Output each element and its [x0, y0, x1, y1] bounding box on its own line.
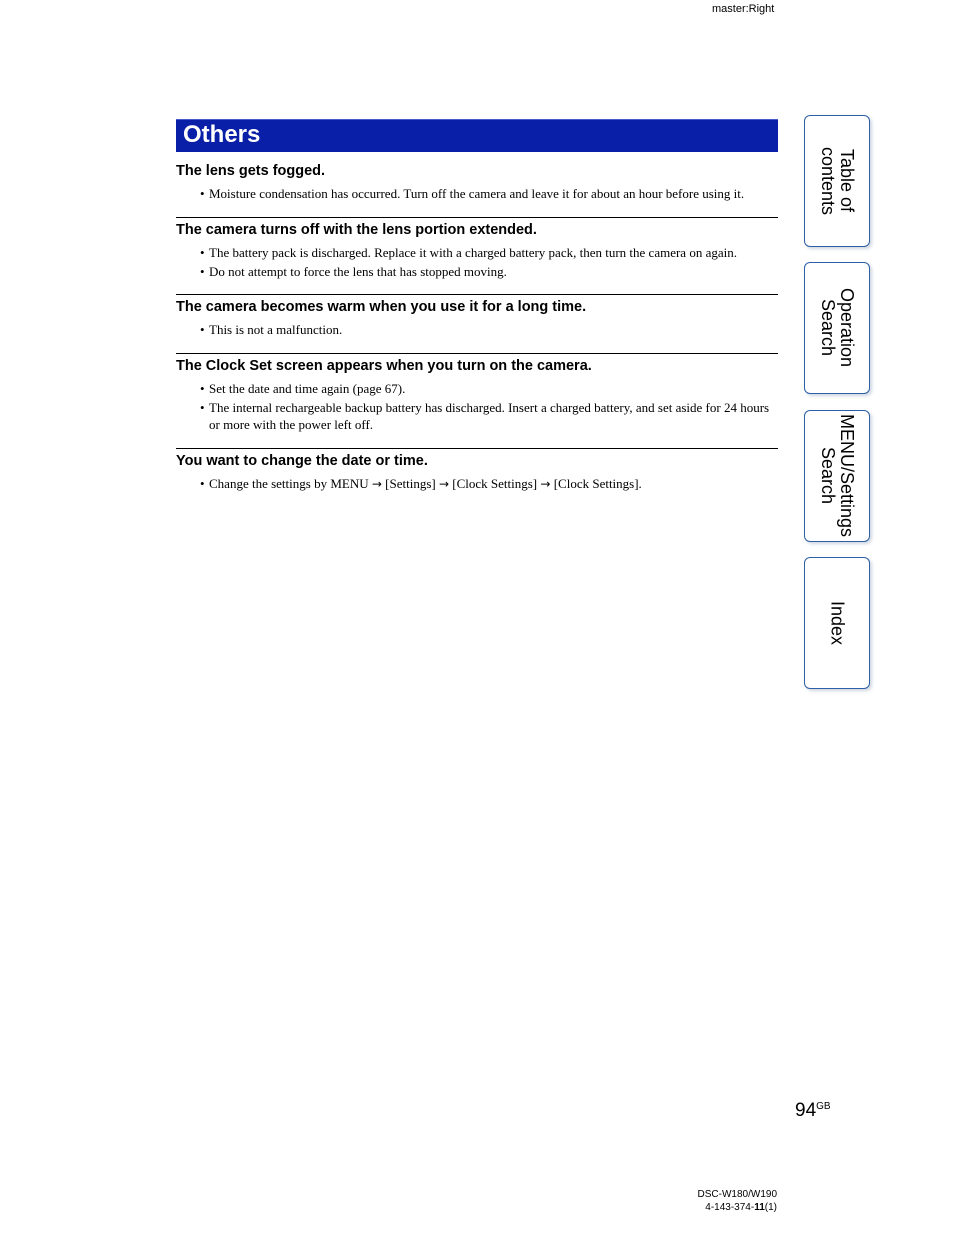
- bullet-item: • The battery pack is discharged. Replace it with a charged battery pack, then turn the camera on again.: [200, 244, 737, 260]
- bullet-list: [176, 380, 778, 434]
- bullet-item: • The internal rechargeable backup battery has discharged. Insert a charged battery, and set aside for 24 hours or more with the power left off.: [200, 399, 770, 432]
- bullet-item: • Set the date and time again (page 67).: [200, 380, 406, 396]
- footer: [676, 1188, 777, 1214]
- item-heading: The camera turns off with the lens portion extended.: [176, 221, 537, 238]
- tab-menu-settings-search[interactable]: [804, 410, 870, 542]
- footer-code: 4-143-374-11(1): [705, 1202, 777, 1213]
- bullet-icon: •: [200, 380, 205, 396]
- tab-table-of-contents[interactable]: [804, 115, 870, 247]
- tab-label: Table of contents: [818, 146, 857, 216]
- item-camera-warm: [176, 294, 778, 339]
- bullet-list: [176, 475, 778, 494]
- item-heading: You want to change the date or time.: [176, 452, 428, 469]
- tab-operation-search[interactable]: [804, 262, 870, 394]
- bullet-list: [176, 185, 778, 203]
- tab-label: MENU/Settings Search: [818, 414, 857, 538]
- bullet-item: • This is not a malfunction.: [200, 322, 343, 337]
- troubleshooting-content: [176, 160, 778, 495]
- page-suffix: GB: [816, 1101, 831, 1112]
- bullet-icon: •: [200, 244, 205, 260]
- section-banner: [176, 119, 778, 152]
- arrow-right-icon: →: [371, 476, 382, 491]
- bullet-list: [176, 321, 778, 339]
- tab-label: Index: [827, 600, 848, 646]
- bullet-icon: •: [200, 263, 205, 279]
- bullet-icon: •: [200, 322, 205, 337]
- bullet-icon: •: [200, 399, 205, 415]
- section-title: Others: [183, 121, 261, 148]
- tab-label: Operation Search: [818, 288, 857, 368]
- bullet-icon: •: [200, 475, 205, 491]
- item-lens-fogged: [176, 162, 778, 203]
- bullet-item: • Do not attempt to force the lens that has stopped moving.: [200, 263, 507, 279]
- bullet-icon: •: [200, 186, 205, 201]
- page-number: $94^{GB}$: [795, 1100, 831, 1121]
- footer-model: DSC-W180/W190: [697, 1189, 777, 1200]
- bullet-item: • Moisture condensation has occurred. Turn off the camera and leave it for about an hour before using it.: [200, 186, 745, 201]
- tab-index[interactable]: [804, 557, 870, 689]
- bullet-item: • Change the settings by MENU → [Settings] → [Clock Settings] → [Clock Settings].: [200, 475, 642, 491]
- item-lens-extended: [176, 217, 778, 281]
- arrow-right-icon: →: [438, 476, 450, 491]
- item-heading: The lens gets fogged.: [176, 163, 326, 179]
- bullet-list: [176, 244, 778, 281]
- arrow-right-icon: →: [540, 476, 551, 491]
- item-clock-set: [176, 353, 778, 434]
- item-heading: The Clock Set screen appears when you turn on the camera.: [176, 357, 592, 374]
- item-change-date: [176, 448, 778, 494]
- item-heading: The camera becomes warm when you use it for a long time.: [176, 299, 587, 315]
- master-label: master:Right: [712, 3, 775, 15]
